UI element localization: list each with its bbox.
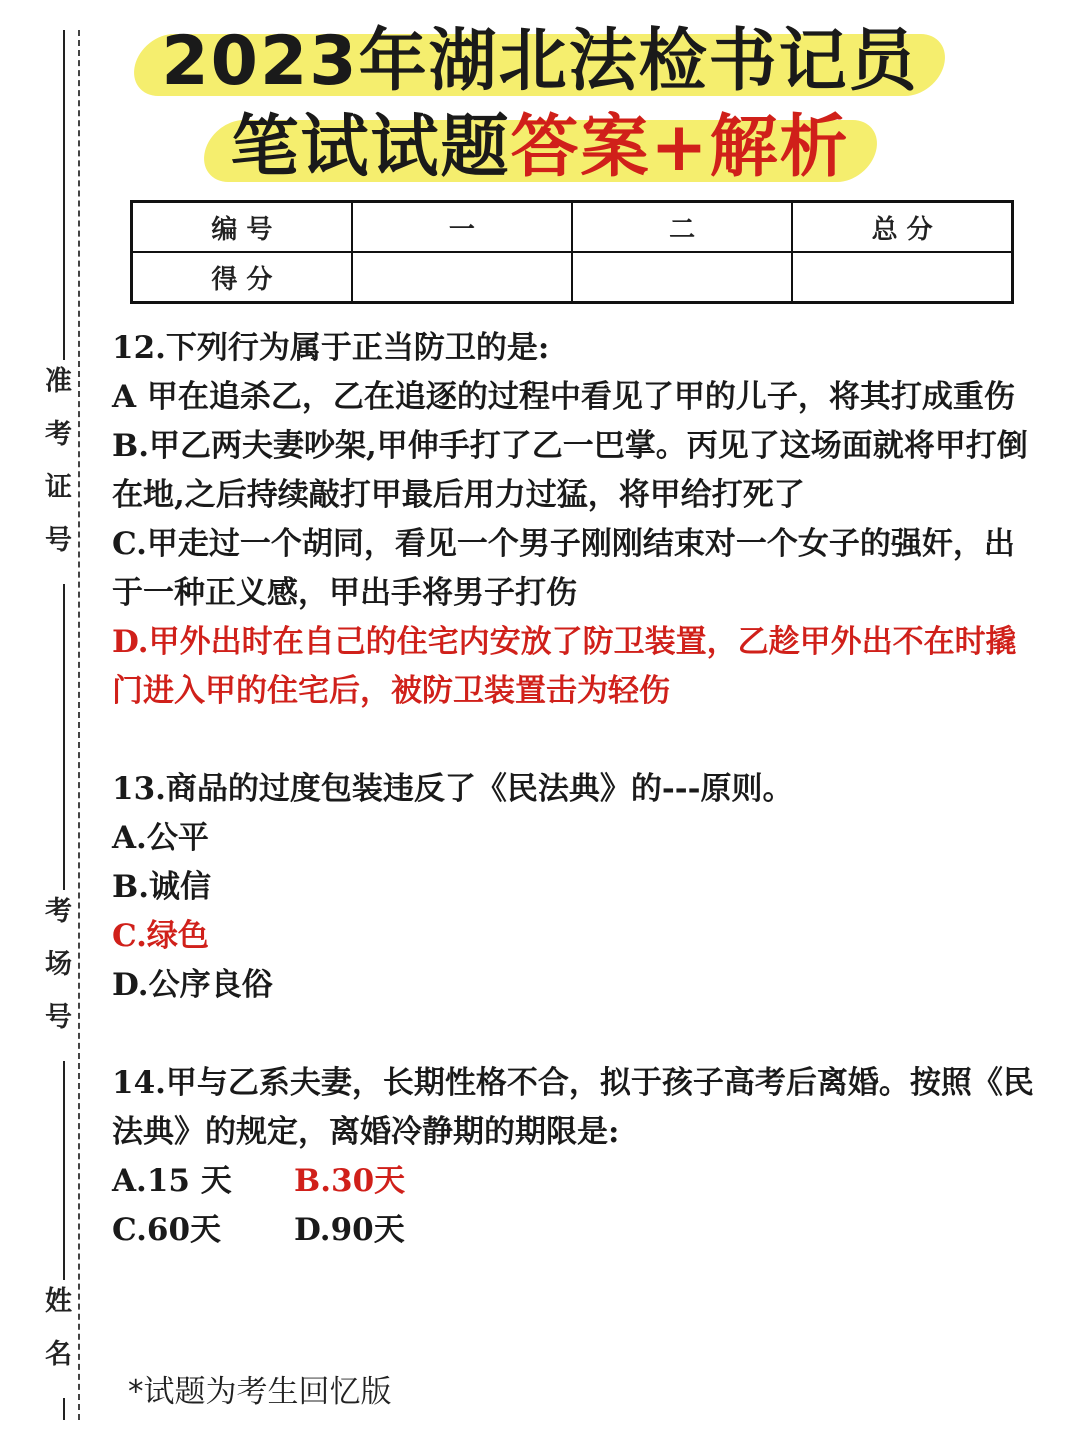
score-table-cell: 得 分: [132, 252, 352, 303]
question-option: C.60天: [112, 1212, 222, 1248]
score-table-cell: 一: [352, 202, 572, 253]
question-option: B.甲乙两夫妻吵架,甲伸手打了乙一巴掌。丙见了这场面就将甲打倒在地,之后持续敲打甲最后用力过猛，将甲给打死了: [112, 428, 1028, 513]
question-option: A.公平: [112, 820, 209, 856]
question-option-answer: D.甲外出时在自己的住宅内安放了防卫装置，乙趁甲外出不在时撬门进入甲的住宅后，被防卫装置击为轻伤: [112, 624, 1017, 709]
score-table-cell: 二: [572, 202, 792, 253]
question-option: D.90天: [294, 1212, 405, 1248]
exam-id-label: 准考证号: [36, 360, 75, 584]
question-option: A 甲在追杀乙，乙在追逐的过程中看见了甲的儿子，将其打成重伤: [112, 379, 1015, 415]
question-13: [112, 765, 1042, 1010]
question-option-answer: B.30天: [294, 1163, 406, 1199]
score-blank-cell: [352, 252, 572, 303]
question-option-answer: C.绿色: [112, 918, 209, 954]
title-text-1: 2023年湖北法检书记员: [161, 22, 919, 101]
name-label: 姓名: [36, 1280, 75, 1398]
question-12: [112, 324, 1042, 716]
question-option: D.公序良俗: [112, 967, 273, 1003]
margin-solid-line: [63, 30, 65, 1420]
title-line-1: [0, 22, 1080, 102]
score-blank-cell: [572, 252, 792, 303]
question-option: B.诚信: [112, 869, 211, 905]
score-table: [130, 200, 1014, 304]
title-text-2-red: 答案+解析: [510, 108, 850, 187]
question-stem: 13.商品的过度包装违反了《民法典》的---原则。: [112, 771, 794, 807]
title-text-2-black: 笔试试题: [230, 108, 511, 187]
footnote: *试题为考生回忆版: [128, 1374, 392, 1410]
questions-area: [112, 324, 1042, 1255]
score-table-cell: 编 号: [132, 202, 352, 253]
option-row: [112, 1157, 1042, 1206]
score-table-score-row: [132, 252, 1013, 303]
question-option: A.15 天: [112, 1163, 232, 1199]
question-stem: 14.甲与乙系夫妻，长期性格不合，拟于孩子高考后离婚。按照《民法典》的规定，离婚冷静期的期限是:: [112, 1065, 1034, 1150]
question-stem: 12.下列行为属于正当防卫的是:: [112, 330, 550, 366]
score-table-header-row: [132, 202, 1013, 253]
score-blank-cell: [792, 252, 1012, 303]
title-line-2: [0, 108, 1080, 188]
option-row: [112, 1206, 1042, 1255]
question-14: [112, 1059, 1042, 1255]
exam-room-label: 考场号: [36, 890, 75, 1061]
score-table-cell: 总 分: [792, 202, 1012, 253]
margin-dashed-line: [78, 30, 80, 1420]
question-option: C.甲走过一个胡同，看见一个男子刚刚结束对一个女子的强奸，出于一种正义感，甲出手将男子打伤: [112, 526, 1015, 611]
